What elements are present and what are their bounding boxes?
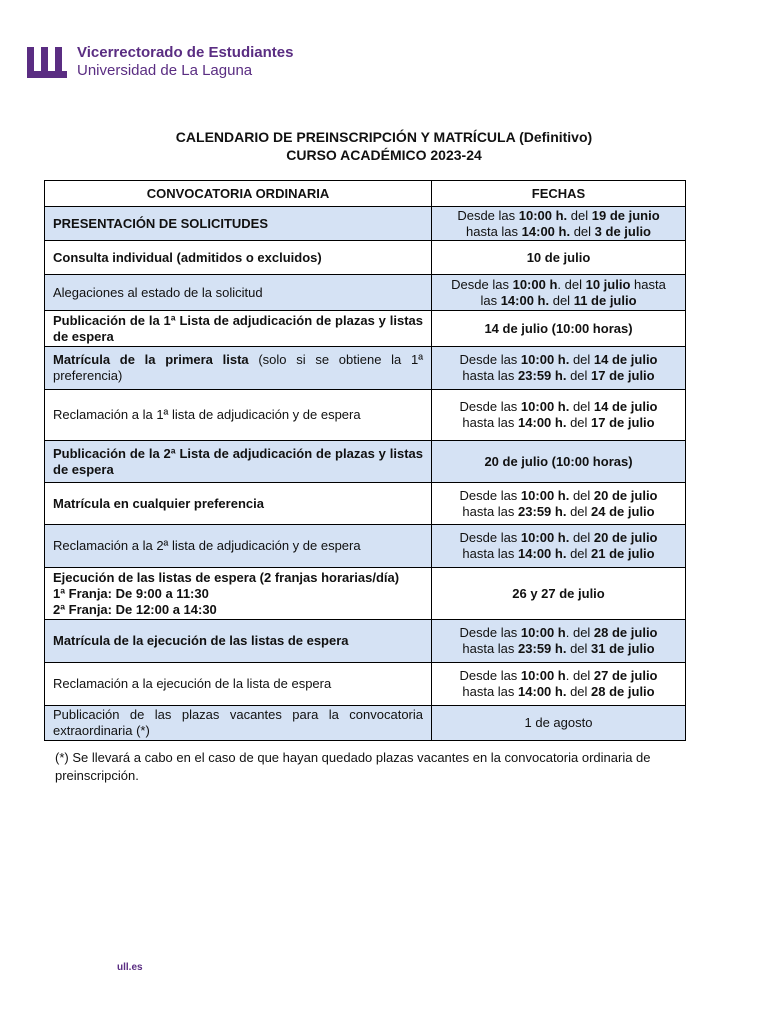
header-line1: Vicerrectorado de Estudiantes [77,44,294,61]
table-row [45,483,686,525]
table-row [45,275,686,311]
table-row [45,568,686,620]
header [25,44,293,80]
table-row [45,620,686,663]
row-date: 26 y 27 de julio [432,568,686,620]
title-line1: CALENDARIO DE PREINSCRIPCIÓN Y MATRÍCULA (Definitivo) [175,129,593,145]
title-line2: CURSO ACADÉMICO 2023-24 [286,147,482,163]
calendar-table [44,180,686,741]
row-label: Matrícula de la ejecución de las listas de espera [45,620,432,663]
row-date: Desde las 10:00 h. del 10 julio hasta las 14:00 h. del 11 de julio [432,275,686,311]
table-row [45,525,686,568]
row-date: Desde las 10:00 h. del 27 de julio hasta las 14:00 h. del 28 de julio [432,663,686,706]
footer-link[interactable]: ull.es [117,962,143,973]
row-date: Desde las 10:00 h. del 20 de julio hasta las 23:59 h. del 24 de julio [432,483,686,525]
row-label: Reclamación a la 1ª lista de adjudicación y de espera [45,390,432,441]
footnote: (*) Se llevará a cabo en el caso de que hayan quedado plazas vacantes en la convocatoria ordinaria de preinscripción. [55,750,651,783]
row-label: Alegaciones al estado de la solicitud [45,275,432,311]
row-label: Matrícula en cualquier preferencia [45,483,432,525]
header-line2: Universidad de La Laguna [77,62,253,79]
table-row [45,663,686,706]
table-row [45,706,686,741]
table-row [45,207,686,241]
row-label: Reclamación a la ejecución de la lista de espera [45,663,432,706]
row-date: 14 de julio (10:00 horas) [432,311,686,347]
row-date: Desde las 10:00 h. del 14 de julio hasta las 23:59 h. del 17 de julio [432,347,686,390]
table-row [45,441,686,483]
table-row [45,390,686,441]
page-title [0,128,768,164]
row-label: Reclamación a la 2ª lista de adjudicación y de espera [45,525,432,568]
header-fechas: FECHAS [432,181,686,207]
header-convocatoria: CONVOCATORIA ORDINARIA [45,181,432,207]
ull-logo-icon [25,45,67,79]
table-row [45,311,686,347]
row-date: 20 de julio (10:00 horas) [432,441,686,483]
row-date: Desde las 10:00 h. del 19 de junio hasta las 14:00 h. del 3 de julio [432,207,686,241]
row-label: PRESENTACIÓN DE SOLICITUDES [45,207,432,241]
row-label: Publicación de la 1ª Lista de adjudicación de plazas y listas de espera [45,311,432,347]
table-row [45,347,686,390]
table-header-row [45,181,686,207]
row-label: Consulta individual (admitidos o excluidos) [45,241,432,275]
row-label: Matrícula de la primera lista (solo si se obtiene la 1ª preferencia) [45,347,432,390]
row-date: Desde las 10:00 h. del 20 de julio hasta las 14:00 h. del 21 de julio [432,525,686,568]
row-label: Publicación de la 2ª Lista de adjudicación de plazas y listas de espera [45,441,432,483]
row-date: 10 de julio [432,241,686,275]
row-label: Publicación de las plazas vacantes para la convocatoria extraordinaria (*) [45,706,432,741]
row-date: Desde las 10:00 h. del 14 de julio hasta las 14:00 h. del 17 de julio [432,390,686,441]
table-row [45,241,686,275]
row-label: Ejecución de las listas de espera (2 franjas horarias/día) 1ª Franja: De 9:00 a 11:30 2ª Franja: De 12:00 a 14:30 [45,568,432,620]
row-date: Desde las 10:00 h. del 28 de julio hasta las 23:59 h. del 31 de julio [432,620,686,663]
row-date: 1 de agosto [432,706,686,741]
